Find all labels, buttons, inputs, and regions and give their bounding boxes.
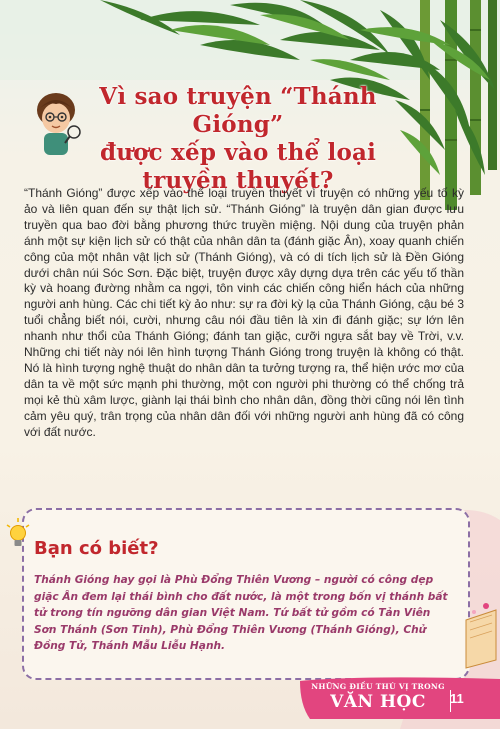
footer-series: NHỮNG ĐIỀU THÚ VỊ TRONG — [311, 682, 445, 691]
page-number: 11 — [450, 691, 464, 706]
title-line-1: Vì sao truyện “Thánh Gióng” — [99, 83, 377, 138]
boy-avatar-icon — [28, 88, 84, 158]
title-line-2: được xếp vào thể loại — [99, 139, 377, 166]
lightbulb-icon — [5, 517, 31, 551]
did-you-know-text: Thánh Gióng hay gọi là Phù Đổng Thiên Vương – người có công dẹp giặc Ân đem lại thái bình cho đất nước, là một trong bốn vị thánh bất tử trong tín ngưỡng dân gian Việt Nam. Tứ bất tử gồm có Tản Viên Sơn Thánh (Sơn Tinh), Phù Đổng Thiên Vương (Thánh Gióng), Chử Đồng Tử, Thánh Mẫu Liễu Hạnh. — [34, 574, 448, 652]
page-title — [78, 83, 398, 195]
title-line-3: truyền thuyết? — [142, 167, 334, 194]
did-you-know-heading: Bạn có biết? — [34, 538, 159, 559]
book-icon — [462, 600, 500, 670]
footer-subject: VĂN HỌC — [330, 692, 426, 712]
body-paragraph: “Thánh Gióng” được xếp vào thể loại truyền thuyết vì truyện có những yếu tố kỳ ảo và liên quan đến sự thật lịch sử. “Thánh Gióng” là truyện dân gian được lưu truyền qua bao đời bằng phương thức truyền miệng. Nội dung của truyện phản ánh một sự kiện lịch sử có thật của nhân dân ta (đánh giặc Ân), xoay quanh chiến công của một nhân vật lịch sử (Thánh Gióng), và có di tích lịch sử là Đền Gióng dưới chân núi Sóc Sơn. Đặc biệt, truyện được xây dựng dựa trên các yếu tố thần kỳ và hoang đường nhằm ca ngợi, tôn vinh các chiến công hiển hách của những người anh hùng. Các chi tiết kỳ ảo như: sự ra đời kỳ lạ của Thánh Gióng, cậu bé 3 tuổi chẳng biết nói, cười, nhưng câu nói đầu tiên là xin đi đánh giặc; sự lớn lên nhanh như thổi của Thánh Gióng; đánh tan giặc, cưỡi ngựa sắt bay về Trời, v.v. Những chi tiết này nói lên hình tượng Thánh Gióng trong truyện là không có thật. Nó là hình tượng nghệ thuật do nhân dân ta tưởng tượng ra, thể hiện ước mơ của dân ta về một sức mạnh phi thường, một con người phi thường có thể chống trả mọi kẻ thù xâm lược, giành lại thái bình cho nhân dân, đồng thời cũng nói lên tình cảm yêu quý, trân trọng của nhân dân đối với những người anh hùng đã có công với đất nước. — [24, 186, 464, 439]
